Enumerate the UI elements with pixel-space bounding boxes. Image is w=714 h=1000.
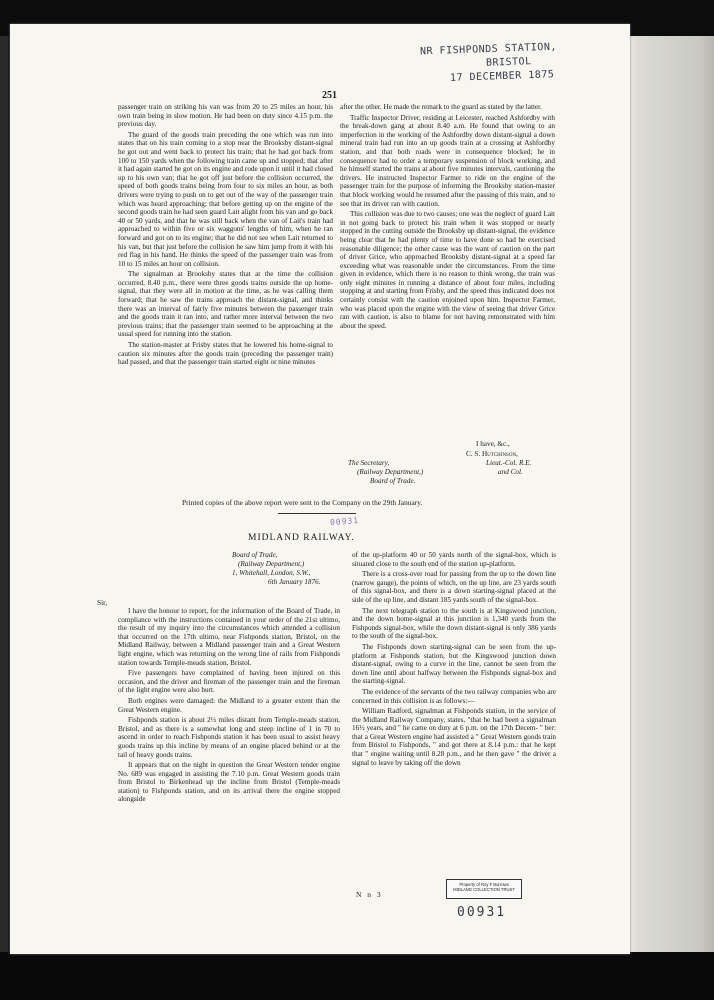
upper-right-column [340, 103, 555, 439]
handwritten-annotation-line1: NR FISHPONDS STATION, [419, 41, 558, 58]
paragraph: I have the honour to report, for the information of the Board of Trade, in compliance with the instructions contained in your order of the 21st ultimo, the result of my inquiry into the circumstances which attended a collision that occurred on the 17th ultimo, near Fishponds station, Bristol, on the Midland Railway, between a Midland passenger train and a Great Western light engine, which was returning on the wrong line of rails from Fishponds station towards Temple-meads station, Bristol. [118, 607, 340, 667]
paragraph: after the other. He made the remark to the guard as stated by the latter. [340, 103, 542, 111]
archive-ownership-stamp [446, 879, 522, 899]
archive-number: 00931 [457, 905, 507, 920]
paragraph: There is a cross-over road for passing from the up to the down line (narrow gauge), the points of which, on the up line, are 23 yards south of this signal-box, and there is a down starting-signal placed at the side of the up line, and distant 185 yards south of the signal-box. [352, 570, 556, 604]
paragraph: The guard of the goods train preceding the one which was run into states that on his train coming to a stop near the Brooksby distant-signal he got out and went back to protect his train; that he had got back from 100 to 150 yards when the following train came up and stopped; that after it had again started he got on its engine and rode upon it until it had closed up to his own van; that he got off just before the collision occurred, the speed of both goods trains being from four to six miles an hour, as both drivers were trying to push on to get out of the way of the passenger train which was heard approaching; that before getting up on the engine of the second goods train he had seen guard Lait alight from his van and go back 40 or 50 yards, and that he was still back when the van of Lait's train had approached to within five or six waggons' lengths of him, when he ran forward and got on to its engine; that he did not see when Lait returned to his van, but that just before the collision he saw him jump from it with his red flag in his hand. He thinks the speed of the passenger train was from 10 to 15 miles an hour on collision. [118, 130, 333, 268]
lower-right-column [352, 551, 556, 885]
addressee-line3: Board of Trade. [370, 477, 416, 485]
lower-left-column [118, 607, 340, 885]
page-number: 251 [322, 90, 337, 101]
paragraph: William Radford, signalman at Fishponds station, in the service of the Midland Railway Company, states, "that he had been a signalman 16½ years, and " he came on duty at 6 p.m. on the 17th Decem- " ber: that a Great Western engine had assisted a " Great Western goods train from Bristol to Fishponds, " and got there at 8.14 p.m.: that he kept that " engine waiting until 8.28 p.m., and he then gave " the driver a signal to leave by taking off the down [352, 707, 556, 767]
paragraph: Both engines were damaged: the Midland to a greater extent than the Great Western engine. [118, 696, 340, 714]
adjacent-page-edge [630, 36, 714, 952]
signatory-rank-2: and Col. [498, 468, 523, 476]
handwritten-annotation-line2: BRISTOL [485, 56, 532, 69]
signoff-i-have: I have, &c., [476, 440, 510, 448]
letterhead-line2: (Railway Department,) [238, 560, 305, 568]
paragraph: It appears that on the night in question the Great Western tender engine No. 689 was engaged in assisting the 7.10 p.m. Great Western goods train from Bristol to Birkenhead up the incline from Bristol (Temple-meads station) to Fishponds station, and on its arrival there the engine stopped alongside [118, 761, 340, 804]
handwritten-annotation-line3: 17 DECEMBER 1875 [449, 69, 555, 84]
paragraph: The Fishponds down starting-signal can be seen from the up-platform at Fishponds station, but the Kingswood junction down distant-signal, owing to a curve in the line, cannot be seen from the down line until about halfway between the Fishponds signal-box and the starting-signal. [352, 642, 556, 686]
paragraph: Five passengers have complained of having been injured on this occasion, and the driver and fireman of the passenger train and the fireman of the light engine were also hurt. [118, 669, 340, 695]
paragraph: of the up-platform 40 or 50 yards north of the signal-box, which is situated close to the south end of the station up-platform. [352, 551, 556, 568]
salutation: Sir, [97, 598, 108, 607]
letterhead-line3: 1, Whitehall, London, S.W., [232, 569, 311, 577]
addressee-line2: (Railway Department,) [357, 468, 424, 476]
signatory-name: C. S. Hutchinson, [466, 450, 518, 458]
signature-mark: N n 3 [356, 890, 383, 899]
paragraph: This collision was due to two causes; one was the neglect of guard Lait in not going back to protect his train when it was stopped or nearly stopped in the cutting outside the Brooksby up distant-signal, the evidence being clear that he had plenty of time to have done so had he exercised reasonable diligence; the other cause was the want of caution on the part of driver Grice, who approached Brooksby distant-signal at a speed far exceeding what was reasonable under the circumstances. From the time given in evidence, which there is no reason to think wrong, the train was only eight minutes in running a distance of about four miles, including stopping at and starting from Frisby, and the speed thus indicated does not certainly consist with the caution enjoined upon him. Inspector Farmer, who was placed upon the engine with the view of seeing that driver Grice ran with caution, is also to blame for not having remonstrated with him about the speed. [340, 210, 555, 330]
addressee-line1: The Secretary, [348, 459, 390, 467]
section-divider [278, 513, 356, 514]
scanner-left-border [0, 36, 8, 952]
letterhead-line4: 6th January 1876. [268, 578, 321, 586]
letterhead-line1: Board of Trade, [232, 551, 278, 559]
faint-number-stamp: 00931 [329, 515, 360, 528]
paragraph: The signalman at Brooksby states that at the time the collision occurred, 8.40 p.m., there were three goods trains outside the up home-signal, that they were all in motion at the time, as he was calling them forward; that he saw the trains approach the distant-signal, and thinks there was an interval of fairly five minutes between the passenger train and the goods train it ran into, and rather more interval between the two previous trains; that the passenger train seemed to be approaching at the usual speed for running into the station. [118, 270, 333, 339]
paragraph: passenger train on striking his van was from 20 to 25 miles an hour, his own train being in slow motion. He had been on duty since 4.15 p.m. the previous day. [118, 103, 333, 129]
scanner-bottom-border [0, 952, 714, 1000]
printed-copies-note: Printed copies of the above report were sent to the Company on the 29th January. [182, 498, 423, 507]
stamp-line1: Property of Roy F Burrows [459, 882, 509, 887]
paragraph: Fishponds station is about 2½ miles distant from Temple-meads station, Bristol, and as there is a somewhat long and steep incline of 1 in 70 to ascend in order to reach Fishponds station it has been usual to assist heavy goods trains up this incline by means of an engine placed behind or at the tail of heavy goods trains. [118, 716, 340, 759]
section-title: MIDLAND RAILWAY. [248, 533, 355, 543]
paragraph: The evidence of the servants of the two railway companies who are concerned in this collision is as follows:— [352, 687, 556, 705]
signatory-rank: Lieut.-Col. R.E. [486, 459, 532, 467]
paragraph: The station-master at Frisby states that he lowered his home-signal to caution six minutes after the goods train (preceding the passenger train) had passed, and that the passenger train started eight or nine minutes [118, 341, 333, 367]
paragraph: The next telegraph station to the south is at Kingswood junction, and the down home-signal at this junction is 1,340 yards from the Fishponds signal-box, while the down distant-signal is only 386 yards to the south of the signal-box. [352, 606, 556, 641]
stamp-line2: MIDLAND COLLECTION TRUST [453, 887, 515, 892]
upper-left-column [118, 103, 333, 489]
paragraph: Traffic Inspector Driver, residing at Leicester, reached Ashfordby with the break-down gang at about 8.40 a.m. He found that owing to an imperfection in the working of the Ashfordby down distant-signal a down mineral train had run into an up goods train at a crossing at Ashfordby station, and that both roads were in consequence blocked; he in consequence had to order a temporary suspension of block working, and he himself started the trains at about five minutes intervals, cautioning the drivers. He instructed Inspector Farmer to ride on the engine of the passenger train for the purpose of informing the Brooksby station-master that block working would be resumed after the passing of this train, and to see that its driver ran with caution. [340, 113, 555, 208]
